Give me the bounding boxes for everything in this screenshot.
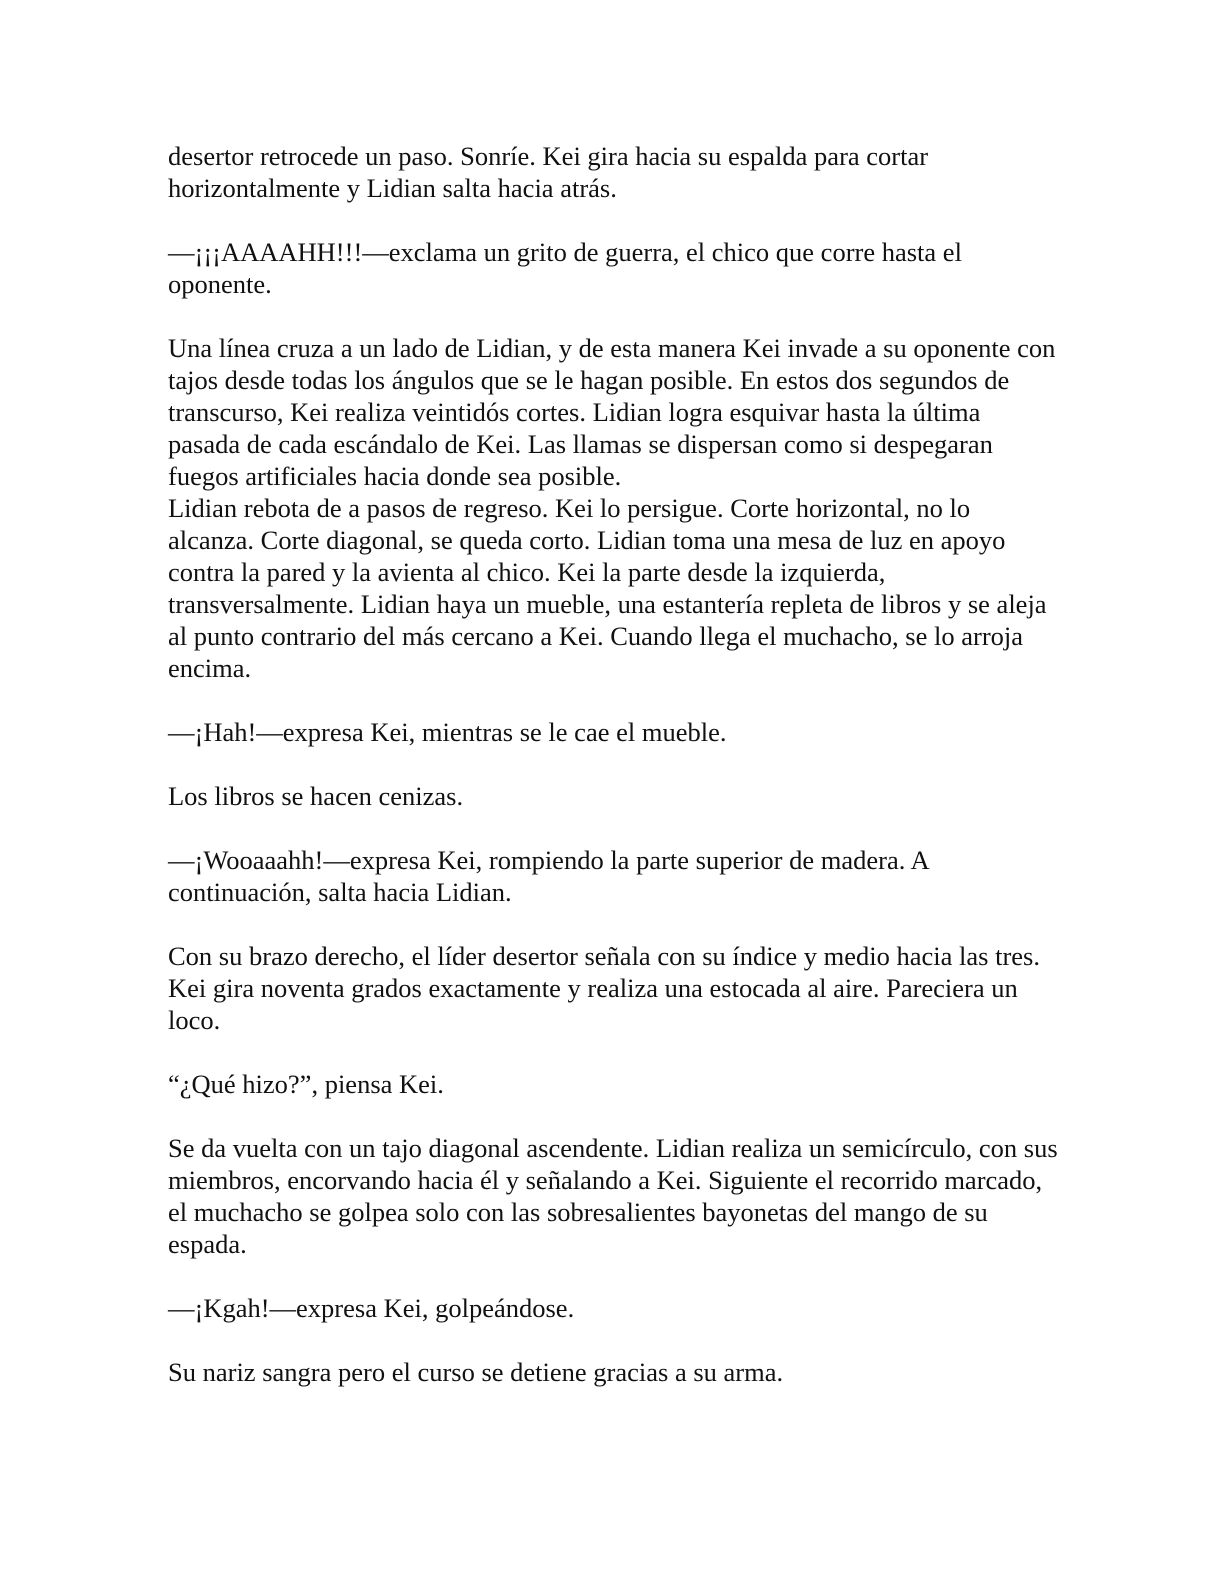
paragraph: Su nariz sangra pero el curso se detiene gracias a su arma. [168,1357,784,1387]
paragraph: —¡Wooaaahh!—expresa Kei, rompiendo la parte superior de madera. A continuación, salta hacia Lidian. [168,845,929,907]
paragraph: “¿Qué hizo?”, piensa Kei. [168,1069,444,1099]
paragraph: —¡¡¡AAAAHH!!!—exclama un grito de guerra, el chico que corre hasta el oponente. [168,237,962,299]
paragraph: Lidian rebota de a pasos de regreso. Kei lo persigue. Corte horizontal, no lo alcanza. Corte diagonal, se queda corto. Lidian toma una mesa de luz en apoyo contra la pared y la avienta al chico. Kei la parte desde la izquierda, transversalmente. Lidian haya un mueble, una estantería repleta de libros y se aleja al punto contrario del más cercano a Kei. Cuando llega el muchacho, se lo arroja encima. [168,493,1047,683]
paragraph: —¡Hah!—expresa Kei, mientras se le cae el mueble. [168,717,727,747]
paragraph: Se da vuelta con un tajo diagonal ascendente. Lidian realiza un semicírculo, con sus miembros, encorvando hacia él y señalando a Kei. Siguiente el recorrido marcado, el muchacho se golpea solo con las sobresalientes bayonetas del mango de su espada. [168,1133,1058,1259]
paragraph: Con su brazo derecho, el líder desertor señala con su índice y medio hacia las tres. Kei gira noventa grados exactamente y realiza una estocada al aire. Pareciera un loco. [168,941,1040,1035]
paragraph: Una línea cruza a un lado de Lidian, y de esta manera Kei invade a su oponente con tajos desde todas los ángulos que se le hagan posible. En estos dos segundos de transcurso, Kei realiza veintidós cortes. Lidian logra esquivar hasta la última pasada de cada escándalo de Kei. Las llamas se dispersan como si despegaran fuegos artificiales hacia donde sea posible. [168,333,1056,491]
document-page [168,140,1058,1420]
paragraph: —¡Kgah!—expresa Kei, golpeándose. [168,1293,575,1323]
paragraph: desertor retrocede un paso. Sonríe. Kei gira hacia su espalda para cortar horizontalmente y Lidian salta hacia atrás. [168,141,929,203]
paragraph: Los libros se hacen cenizas. [168,781,464,811]
